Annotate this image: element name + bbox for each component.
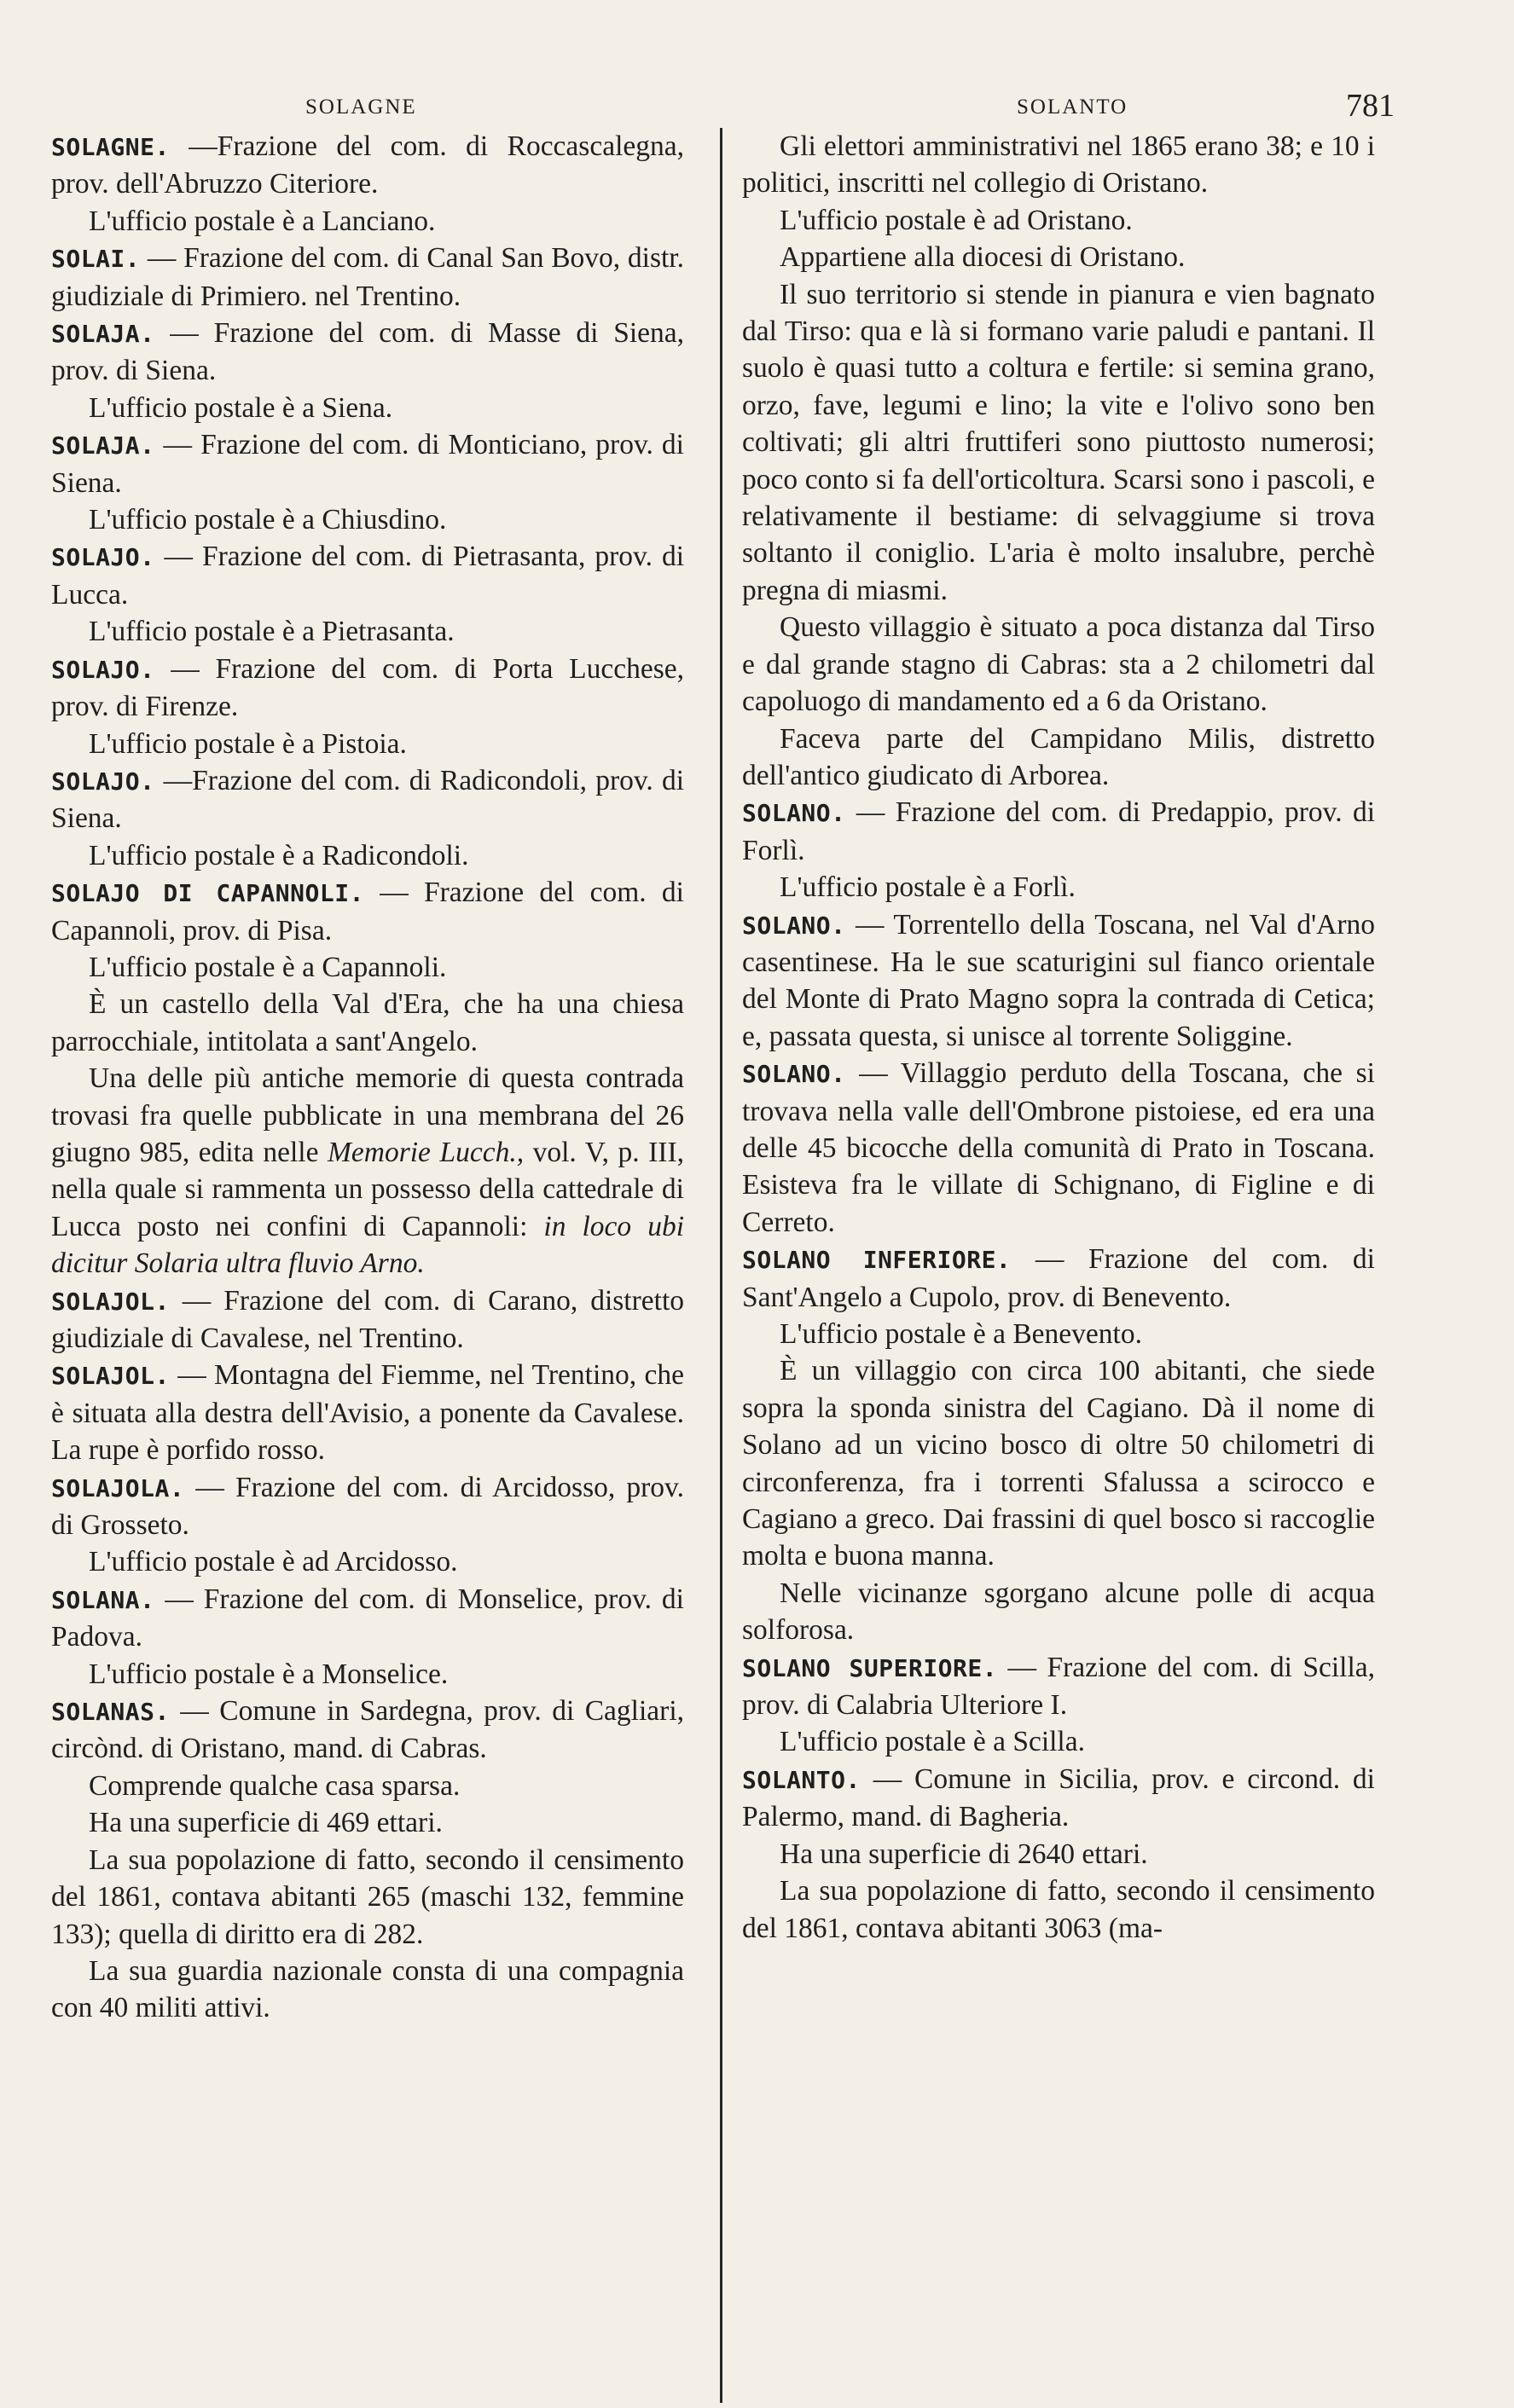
entry-headword: SOLANO INFERIORE.: [742, 1246, 1012, 1275]
left-column: [51, 128, 684, 2027]
entry: [51, 315, 684, 390]
running-head-left: SOLAGNE: [305, 96, 417, 119]
entry-text: — Frazione del com. di Masse di Siena, prov. di Siena.: [51, 317, 684, 387]
entry: [51, 762, 684, 837]
entry-paragraph: L'ufficio postale è a Lanciano.: [89, 205, 436, 237]
entry-paragraph: L'ufficio postale è a Benevento.: [780, 1318, 1142, 1350]
entry-paragraph: Appartiene alla diocesi di Oristano.: [780, 241, 1186, 274]
entry-headword: SOLANO.: [742, 1060, 846, 1089]
entry-text: —Frazione del com. di Radicondoli, prov. di Siena.: [51, 764, 684, 835]
entry-paragraph: La sua popolazione di fatto, secondo il censimento del 1861, contava abitanti 265 (maschi 132, femmine 133); quella di diritto era di 282.: [51, 1844, 684, 1950]
entry-headword: SOLANO.: [742, 911, 846, 940]
entry-text: — Frazione del com. di Predappio, prov. di Forlì.: [742, 796, 1375, 866]
entry: [51, 1282, 684, 1357]
entry: [742, 1649, 1375, 1724]
entry: [51, 651, 684, 726]
entry-paragraph: L'ufficio postale è a Forlì.: [780, 871, 1076, 904]
entry-paragraph: Il suo territorio si stende in pianura e vien bagnato dal Tirso: qua e là si formano varie paludi e pantani. Il suolo è quasi tutto a coltura e fertile: si semina grano, orzo, fave, legumi e lino; la vite e l'olivo sono ben coltivati; gli altri fruttiferi sono piuttosto numerosi; poco conto si fa dell'orticoltura. Scarsi sono i pascoli, e relativamente il bestiame: di selvaggiume si trova soltanto il coniglio. L'aria è molto insalubre, perchè pregna di miasmi.: [742, 278, 1375, 606]
entry-text: — Montagna del Fiemme, nel Trentino, che è situata alla destra dell'Avisio, a ponente da Cavalese. La rupe è porfido rosso.: [51, 1359, 684, 1467]
entry: [51, 128, 684, 203]
entry-text: —Frazione del com. di Roccascalegna, prov. dell'Abruzzo Citeriore.: [51, 130, 684, 200]
entry-text: vol. V, p. III, nella quale si rammenta un possesso della cattedrale di Lucca posto nei confini di Capannoli:: [51, 1136, 684, 1242]
entry-headword: SOLAJOL.: [51, 1287, 170, 1316]
entry-text: — Frazione del com. di Monticiano, prov. di Siena.: [51, 429, 684, 499]
entry-paragraph: L'ufficio postale è a Pietrasanta.: [89, 616, 455, 648]
entry-text: — Frazione del com. di Canal San Bovo, distr. giudiziale di Primiero. nel Trentino.: [51, 242, 684, 312]
entry-paragraph: L'ufficio postale è ad Arcidosso.: [89, 1546, 458, 1578]
entry-paragraph: [51, 1060, 684, 1282]
entry-paragraph: È un castello della Val d'Era, che ha una chiesa parrocchiale, intitolata a sant'Angelo.: [51, 988, 684, 1057]
entry-paragraph: La sua guardia nazionale consta di una compagnia con 40 militi attivi.: [51, 1954, 684, 2024]
entry-headword: SOLAGNE.: [51, 133, 170, 161]
entry-paragraph: Faceva parte del Campidano Milis, distretto dell'antico giudicato di Arborea.: [742, 722, 1375, 791]
running-head-right: SOLANTO: [1017, 96, 1128, 119]
entry-paragraph: È un villaggio con circa 100 abitanti, che siede sopra la sponda sinistra del Cagiano. Dà il nome di Solano ad un vicino bosco di oltre 50 chilometri di circonferenza, fra i torrenti Sfalussa a scirocco e Cagiano a greco. Dai frassini di quel bosco si raccoglie molta e buona manna.: [742, 1355, 1375, 1572]
entry-text: — Frazione del com. di Monselice, prov. di Padova.: [51, 1583, 684, 1653]
entry-headword: SOLANAS.: [51, 1698, 170, 1727]
entry-text: — Frazione del com. di Arcidosso, prov. di Grosseto.: [51, 1471, 684, 1542]
entry-text: — Frazione del com. di Scilla, prov. di Calabria Ulteriore I.: [742, 1651, 1376, 1722]
entry-paragraph: L'ufficio postale è a Siena.: [89, 391, 393, 424]
entry-paragraph: L'ufficio postale è a Monselice.: [89, 1658, 449, 1690]
entry-paragraph: L'ufficio postale è ad Oristano.: [780, 204, 1133, 236]
entry: [51, 1581, 684, 1656]
entry: [742, 906, 1375, 1056]
entry: [742, 794, 1375, 869]
entry-headword: SOLANO SUPERIORE.: [742, 1653, 998, 1682]
entry-headword: SOLAJOL.: [51, 1362, 170, 1391]
entry-headword: SOLAJO.: [51, 767, 155, 796]
entry-text: — Frazione del com. di Sant'Angelo a Cupolo, prov. di Benevento.: [742, 1243, 1375, 1313]
entry: [51, 1469, 684, 1544]
entry-text: Una delle più antiche memorie di questa contrada trovasi fra quelle pubblicate in una membrana del 26 giugno 985, edita nelle: [51, 1062, 684, 1168]
entry-headword: SOLAJA.: [51, 431, 155, 460]
entry-headword: SOLAJO.: [51, 655, 155, 684]
entry-text: — Torrentello della Toscana, nel Val d'Arno casentinese. Ha le sue scaturigini sul fianco orientale del Monte di Prato Magno sopra la contrada di Cetica; e, passata questa, si unisce al torrente Soliggine.: [742, 908, 1375, 1052]
entry-paragraph: Ha una superficie di 469 ettari.: [89, 1807, 443, 1839]
entry-text: — Comune in Sardegna, prov. di Cagliari, circònd. di Oristano, mand. di Cabras.: [51, 1695, 684, 1765]
entry-paragraph: Gli elettori amministrativi nel 1865 erano 38; e 10 i politici, inscritti nel collegio di Oristano.: [742, 130, 1375, 200]
entry: [51, 240, 684, 315]
entry-paragraph: Questo villaggio è situato a poca distanza dal Tirso e dal grande stagno di Cabras: sta a 2 chilometri dal capoluogo di mandamento ed a 6 da Oristano.: [742, 611, 1375, 718]
entry: [742, 1055, 1375, 1241]
entry: [51, 874, 684, 949]
entry-paragraph: L'ufficio postale è a Capannoli.: [89, 951, 447, 983]
entry: [51, 426, 684, 501]
entry-paragraph: Ha una superficie di 2640 ettari.: [780, 1838, 1148, 1870]
entry-paragraph: Comprende qualche casa sparsa.: [89, 1769, 461, 1802]
entry-text: — Frazione del com. di Pietrasanta, prov. di Lucca.: [51, 541, 684, 611]
latin-quote: in loco ubi dicitur Solaria ultra fluvio Arno.: [51, 1210, 685, 1280]
entry: [742, 1241, 1375, 1316]
entry-text: — Comune in Sicilia, prov. e circond. di Palermo, mand. di Bagheria.: [742, 1763, 1375, 1833]
entry-paragraph: L'ufficio postale è a Chiusdino.: [89, 504, 447, 536]
entry-text: — Frazione del com. di Porta Lucchese, prov. di Firenze.: [51, 652, 684, 723]
entry-headword: SOLAJO DI CAPANNOLI.: [51, 879, 364, 908]
entry-paragraph: Nelle vicinanze sgorgano alcune polle di acqua solforosa.: [742, 1577, 1375, 1647]
entry: [51, 1357, 684, 1468]
entry: [51, 1693, 684, 1768]
citation-title: Memorie Lucch.,: [328, 1136, 525, 1168]
entry-headword: SOLANO.: [742, 799, 846, 828]
entry-text: — Villaggio perduto della Toscana, che si trovava nella valle dell'Ombrone pistoiese, ed era una delle 45 bicocche della comunità di Prato in Toscana. Esisteva fra le villate di Schignano, di Figline e di Cerreto.: [742, 1057, 1375, 1238]
entry-headword: SOLAJO.: [51, 543, 155, 572]
entry: [51, 538, 684, 613]
entry-text: — Frazione del com. di Capannoli, prov. di Pisa.: [51, 877, 684, 946]
running-header: [0, 88, 1514, 130]
column-divider: [720, 128, 722, 2403]
entry-headword: SOLAJOLA.: [51, 1473, 185, 1502]
entry-headword: SOLAJA.: [51, 320, 155, 349]
entry-paragraph: L'ufficio postale è a Scilla.: [780, 1726, 1085, 1758]
entry: [742, 1761, 1375, 1836]
entry-headword: SOLANA.: [51, 1585, 155, 1614]
entry-paragraph: L'ufficio postale è a Pistoia.: [89, 727, 407, 760]
entry-text: — Frazione del com. di Carano, distretto giudiziale di Cavalese, nel Trentino.: [51, 1284, 684, 1354]
entry-paragraph: La sua popolazione di fatto, secondo il censimento del 1861, contava abitanti 3063 (ma-: [742, 1875, 1375, 1944]
page-number: 781: [1346, 88, 1395, 124]
entry-headword: SOLANTO.: [742, 1765, 861, 1794]
entry-paragraph: L'ufficio postale è a Radicondoli.: [89, 839, 469, 871]
right-column: [742, 128, 1375, 1947]
entry-headword: SOLAI.: [51, 245, 141, 274]
